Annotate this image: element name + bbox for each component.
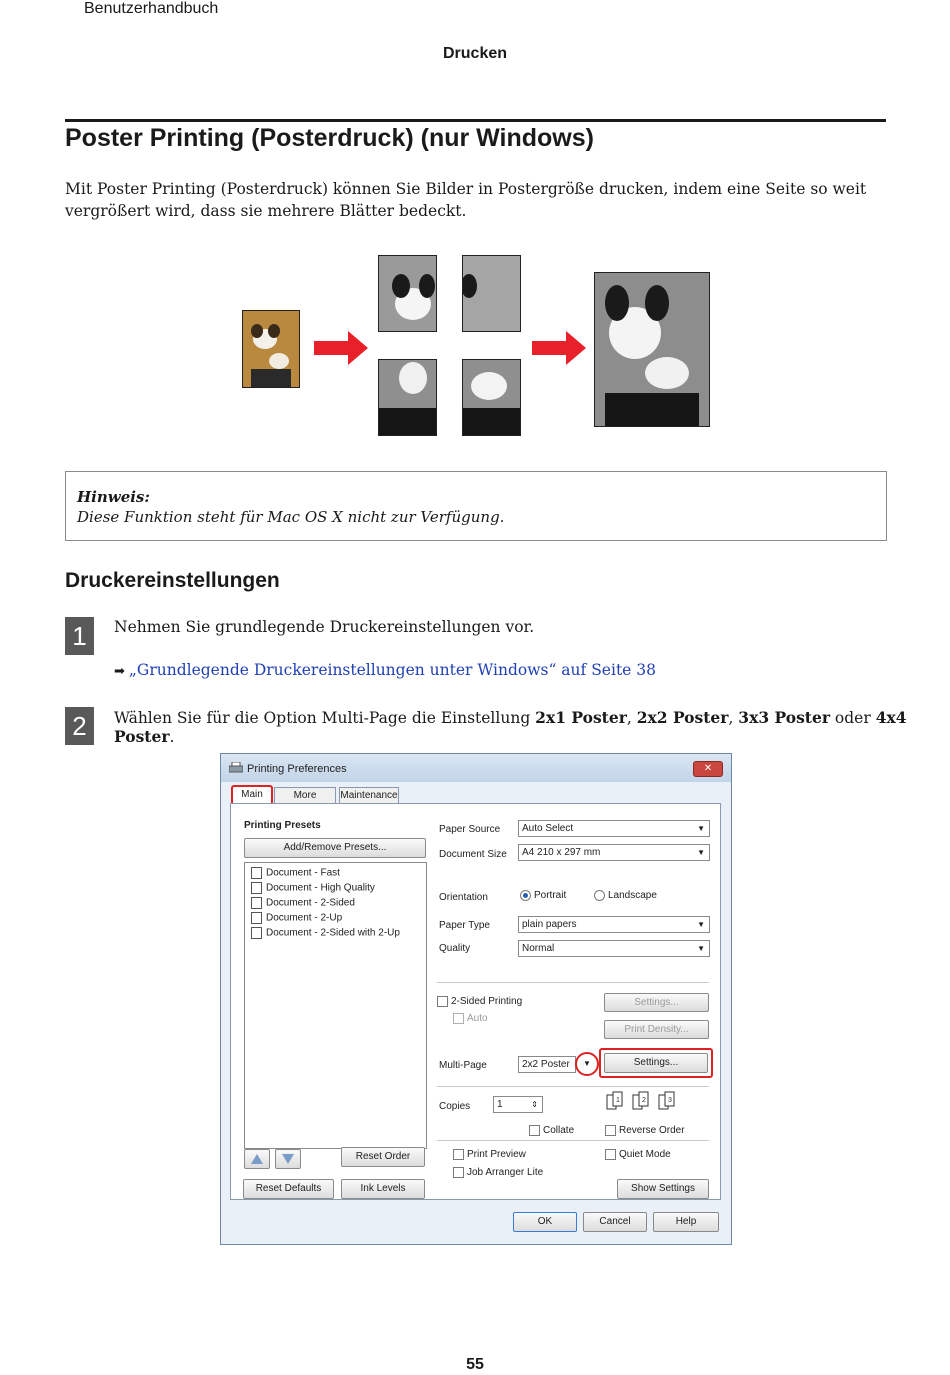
link-text[interactable]: „Grundlegende Druckereinstellungen unter Windows“ auf Seite 38: [128, 661, 656, 679]
reset-order-button[interactable]: Reset Order: [341, 1147, 425, 1167]
move-down-button[interactable]: [275, 1149, 301, 1169]
tab-more-options[interactable]: More: [274, 787, 336, 805]
poster-result-photo: [594, 272, 710, 427]
chevron-down-icon: ▼: [697, 848, 705, 857]
multipage-dropdown-arrow[interactable]: [575, 1052, 599, 1076]
paper-source-select[interactable]: Auto Select ▼: [518, 820, 710, 837]
quality-select[interactable]: Normal ▼: [518, 940, 710, 957]
list-item[interactable]: Document - 2-Up: [251, 912, 342, 924]
add-remove-presets-button[interactable]: Add/Remove Presets...: [244, 838, 426, 858]
ink-levels-button[interactable]: Ink Levels: [341, 1179, 425, 1199]
two-sided-settings-button[interactable]: Settings...: [604, 993, 709, 1012]
svg-text:2: 2: [642, 1097, 646, 1104]
document-icon: [251, 867, 262, 879]
tab-main[interactable]: Main: [231, 785, 273, 805]
dialog-title: Printing Preferences: [247, 763, 347, 775]
section-heading: Drucken: [442, 45, 508, 62]
help-button[interactable]: Help: [653, 1212, 719, 1232]
orientation-label: Orientation: [439, 892, 488, 903]
document-size-select[interactable]: A4 210 x 297 mm ▼: [518, 844, 710, 861]
presets-heading: Printing Presets: [244, 820, 321, 831]
job-arranger-checkbox[interactable]: Job Arranger Lite: [453, 1167, 543, 1178]
intro-paragraph: Mit Poster Printing (Posterdruck) können Sie Bilder in Postergröße drucken, indem eine Seite so weit vergrößert wird, dass sie mehrere Blätter bedeckt.: [65, 180, 867, 220]
original-photo: [242, 310, 300, 388]
copies-label: Copies: [439, 1101, 471, 1112]
dialog-titlebar: [221, 754, 731, 782]
separator: [437, 982, 709, 983]
quiet-mode-checkbox[interactable]: Quiet Mode: [605, 1149, 671, 1160]
close-button[interactable]: ✕: [693, 761, 723, 777]
main-tab-panel: [230, 803, 721, 1200]
tile-bottom-right: [462, 359, 521, 436]
arrow-up-icon: [250, 1153, 264, 1165]
cancel-button[interactable]: Cancel: [583, 1212, 647, 1232]
step-1-text: Nehmen Sie grundlegende Druckereinstellungen vor.: [114, 618, 535, 636]
chevron-down-icon: ▼: [697, 944, 705, 953]
landscape-radio[interactable]: Landscape: [594, 890, 657, 901]
chevron-down-icon: ▼: [697, 920, 705, 929]
subheading: Druckereinstellungen: [65, 569, 280, 592]
paper-type-select[interactable]: plain papers ▼: [518, 916, 710, 933]
chevron-down-icon: ▼: [583, 1059, 591, 1068]
document-icon: [251, 912, 262, 924]
list-item[interactable]: Document - 2-Sided with 2-Up: [251, 927, 400, 939]
list-item[interactable]: Document - 2-Sided: [251, 897, 355, 909]
multipage-select[interactable]: 2x2 Poster: [518, 1056, 576, 1073]
tile-top-right: [462, 255, 521, 332]
chevron-down-icon: ▼: [697, 824, 705, 833]
svg-text:1: 1: [616, 1097, 620, 1104]
note-text: Diese Funktion steht für Mac OS X nicht zur Verfügung.: [77, 508, 505, 526]
printer-icon: [229, 762, 243, 774]
step-number-1: 1: [65, 617, 94, 655]
show-settings-button[interactable]: Show Settings: [617, 1179, 709, 1199]
presets-list: [244, 862, 427, 1149]
multipage-label: Multi-Page: [439, 1060, 487, 1071]
page-title: Poster Printing (Posterdruck) (nur Windows): [65, 124, 594, 152]
red-arrow-right-icon: [314, 331, 368, 365]
ok-button[interactable]: OK: [513, 1212, 577, 1232]
copies-stepper[interactable]: 1 ⇕: [493, 1096, 543, 1113]
arrow-right-icon: ➡: [114, 664, 125, 679]
document-icon: [251, 897, 262, 909]
print-density-button[interactable]: Print Density...: [604, 1020, 709, 1039]
printing-preferences-dialog: [220, 753, 732, 1245]
running-head: Benutzerhandbuch: [84, 0, 219, 17]
reverse-order-checkbox[interactable]: Reverse Order: [605, 1125, 685, 1136]
red-arrow-right-icon: [532, 331, 586, 365]
move-up-button[interactable]: [244, 1149, 270, 1169]
separator: [437, 1086, 709, 1087]
spinner-icon: ⇕: [531, 1100, 538, 1109]
list-item[interactable]: Document - High Quality: [251, 882, 375, 894]
document-size-label: Document Size: [439, 849, 507, 860]
tab-maintenance[interactable]: Maintenance: [339, 787, 399, 805]
settings-highlight: [599, 1048, 713, 1078]
list-item[interactable]: Document - Fast: [251, 867, 340, 879]
step-2-text: Wählen Sie für die Option Multi-Page die Einstellung 2x1 Poster, 2x2 Poster, 3x3 Poster oder 4x4 Poster.: [114, 708, 907, 746]
tile-top-left: [378, 255, 437, 332]
print-preview-checkbox[interactable]: Print Preview: [453, 1149, 526, 1160]
cross-reference-link[interactable]: [114, 661, 656, 679]
paper-type-label: Paper Type: [439, 920, 490, 931]
note-title: Hinweis:: [77, 488, 150, 506]
poster-illustration: [240, 255, 710, 437]
auto-checkbox[interactable]: Auto: [453, 1013, 488, 1024]
collate-pages-icon: [605, 1091, 683, 1114]
two-sided-checkbox[interactable]: 2-Sided Printing: [437, 996, 522, 1007]
paper-source-label: Paper Source: [439, 824, 501, 835]
svg-text:3: 3: [668, 1097, 672, 1104]
portrait-radio[interactable]: Portrait: [520, 890, 566, 901]
step-number-2: 2: [65, 707, 94, 745]
document-icon: [251, 927, 262, 939]
arrow-down-icon: [281, 1153, 295, 1165]
document-icon: [251, 882, 262, 894]
separator: [437, 1140, 709, 1141]
page-number: 55: [466, 1356, 484, 1373]
multipage-settings-button[interactable]: Settings...: [604, 1053, 708, 1073]
quality-label: Quality: [439, 943, 471, 954]
reset-defaults-button[interactable]: Reset Defaults: [243, 1179, 334, 1199]
title-rule: [65, 119, 886, 122]
tile-bottom-left: [378, 359, 437, 436]
note-box: [65, 471, 887, 541]
collate-checkbox[interactable]: Collate: [529, 1125, 574, 1136]
